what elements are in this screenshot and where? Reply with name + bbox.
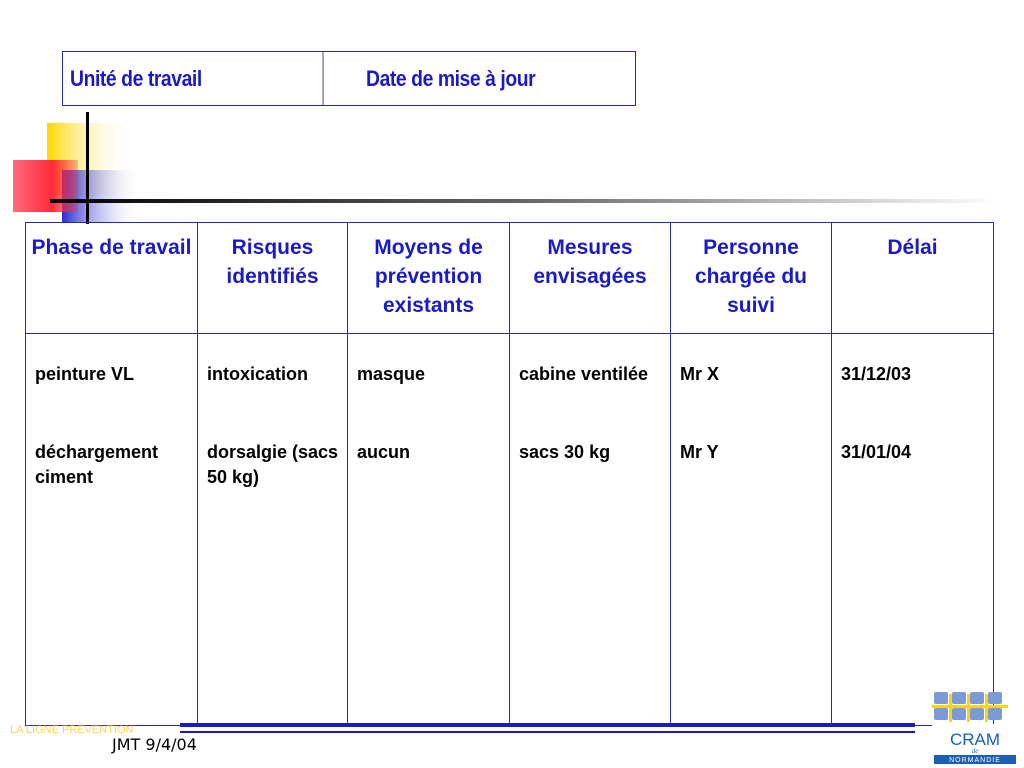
col-header-person: Personne chargée du suivi (671, 223, 832, 334)
phase-entry: déchargement ciment (35, 442, 159, 487)
header-table (62, 51, 636, 106)
footer-date: JMT 9/4/04 (112, 735, 197, 754)
cram-logo (930, 690, 1020, 768)
col-header-deadline: Délai (832, 223, 994, 334)
risk-entry: intoxication (207, 364, 309, 384)
risk-entry: dorsalgie (sacs 50 kg) (207, 442, 339, 487)
person-entry: Mr X (680, 364, 720, 384)
table-header-row (26, 223, 994, 334)
col-header-phase: Phase de travail (26, 223, 198, 334)
logo-de: de (971, 747, 979, 755)
prevention-entry: aucun (357, 442, 411, 462)
logo-name: CRAM (949, 730, 1001, 749)
risk-cell (198, 334, 348, 726)
risk-table (25, 222, 994, 726)
deadline-cell (832, 334, 994, 726)
measures-entry: sacs 30 kg (519, 442, 611, 462)
col-header-measures: Mesures envisagées (510, 223, 671, 334)
measures-entry: cabine ventilée (519, 364, 649, 384)
col-header-risks: Risques identifiés (198, 223, 348, 334)
prevention-cell (348, 334, 510, 726)
vertical-line (86, 112, 89, 224)
footer-label: LA LIGNE PREVENTION (10, 724, 134, 736)
phase-cell (26, 334, 198, 726)
prevention-entry: masque (357, 364, 426, 384)
measures-cell (510, 334, 671, 726)
horizontal-line (50, 199, 1000, 203)
logo-region: NORMANDIE (949, 757, 1001, 764)
table-row (26, 334, 994, 726)
footer-lines (180, 718, 915, 738)
phase-entry: peinture VL (35, 364, 135, 384)
person-entry: Mr Y (680, 442, 719, 462)
work-unit-label: Unité de travail (63, 52, 323, 105)
update-date-label: Date de mise à jour (366, 65, 536, 91)
deadline-entry: 31/12/03 (841, 364, 912, 384)
red-square (13, 160, 78, 212)
person-cell (671, 334, 832, 726)
deadline-entry: 31/01/04 (841, 442, 912, 462)
col-header-prevention: Moyens de prévention existants (348, 223, 510, 334)
decorative-squares (0, 110, 1000, 230)
